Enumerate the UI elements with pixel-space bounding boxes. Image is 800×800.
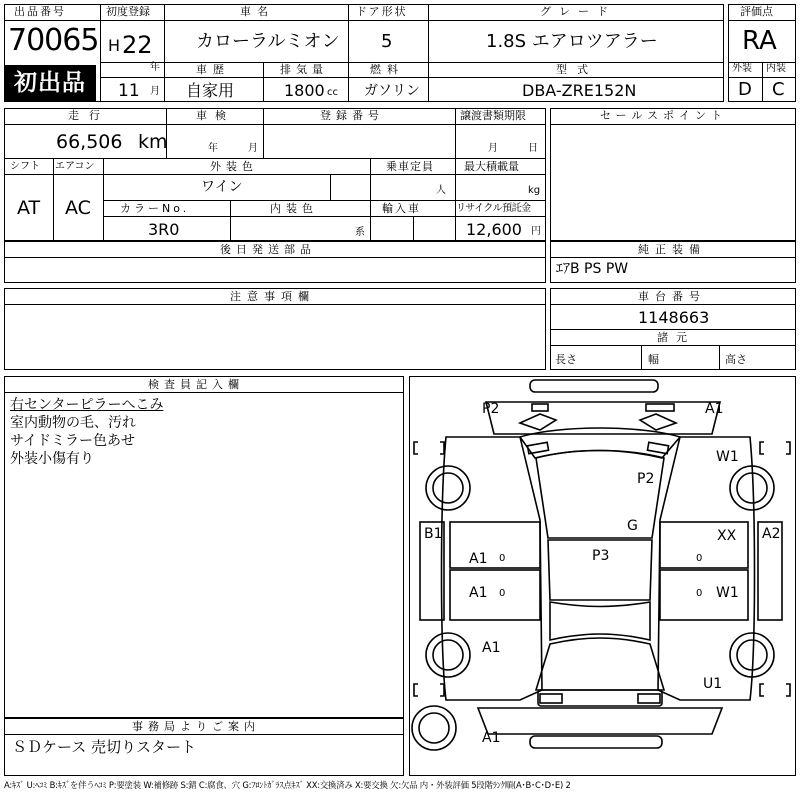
door-label: ドア形状 <box>356 5 408 18</box>
height-label: 高さ <box>725 353 747 366</box>
width-label: 幅 <box>648 353 659 366</box>
sales-point-block <box>550 108 796 241</box>
mark-a1-front-right: A1 <box>705 401 724 417</box>
inspector-note-3: サイドミラー色あせ <box>10 433 136 449</box>
exterior-score: D <box>738 79 752 100</box>
int-color-unit: 系 <box>355 227 365 238</box>
mileage-unit: km <box>138 131 168 153</box>
first-reg-label: 初度登録 <box>106 5 150 18</box>
interior-label: 内装 <box>766 63 786 74</box>
inspector-notes <box>10 396 163 468</box>
genuine-label: 純正装備 <box>638 243 706 256</box>
month-unit: 月 <box>150 86 160 97</box>
damage-legend: A:ｷｽﾞ U:ﾍｺﾐ B:ｷｽﾞを伴うﾍｺﾐ P:要塗装 W:補修跡 S:錆 C:腐食、穴 G:ﾌﾛﾝﾄｶﾞﾗｽ点ｷｽﾞ XX:交換済み X:要交換 欠:欠品 内・外装評価 5段階ﾗﾝｸ順(A･B･C･D･E) 2 <box>4 780 571 790</box>
reg-month: 11 <box>118 81 140 101</box>
shift: AT <box>17 197 41 219</box>
transfer-label: 譲渡書類期限 <box>460 109 526 122</box>
inspector-note-2: 室内動物の毛、汚れ <box>10 415 136 431</box>
color-no-label: カラーNo. <box>120 202 190 215</box>
era: H <box>108 36 121 55</box>
mark-u1: U1 <box>703 676 723 692</box>
displacement-unit: cc <box>327 87 338 98</box>
lot-no: 70065 <box>8 23 99 58</box>
door-handle-mark-3: 0 <box>696 553 703 564</box>
dims-label: 諸元 <box>657 331 695 344</box>
mark-a1-rear: A1 <box>482 730 501 746</box>
grade: 1.8S エアロツアラー <box>486 31 658 52</box>
door-type: 5 <box>381 31 393 52</box>
first-listing-badge: 初出品 <box>4 65 96 101</box>
grade-label: グレード <box>540 5 616 18</box>
door-handle-mark-4: 0 <box>696 588 703 599</box>
capacity-unit: 人 <box>436 185 446 196</box>
fuel-label: 燃料 <box>370 63 404 76</box>
mark-p2-hood: P2 <box>637 471 655 487</box>
mark-g: G <box>627 518 638 534</box>
history: 自家用 <box>186 81 235 100</box>
genuine-equipment: ｴｱB PS PW <box>556 261 629 277</box>
sales-point-label: セールスポイント <box>600 109 728 122</box>
aircon-label: エアコン <box>55 161 95 172</box>
reg-no-label: 登録番号 <box>320 109 384 122</box>
transfer-day-unit: 日 <box>528 143 538 154</box>
ext-color: ワイン <box>201 179 243 195</box>
recycle-fee: 12,600 <box>466 220 522 239</box>
mark-a2: A2 <box>762 526 781 542</box>
recycle-label: リサイクル預託金 <box>456 203 531 214</box>
inspection-month-unit: 月 <box>248 143 258 154</box>
inspector-note-1: 右センターピラーへこみ <box>10 397 164 413</box>
max-load-label: 最大積載量 <box>464 160 519 173</box>
mileage: 66,506 <box>56 131 123 153</box>
max-load-unit: kg <box>528 185 541 196</box>
mark-xx: XX <box>717 528 737 544</box>
reg-year: 22 <box>122 31 153 59</box>
inspector-note-4: 外装小傷有り <box>10 451 94 467</box>
inspection-label: 車検 <box>196 109 234 122</box>
color-no: 3R0 <box>148 220 180 239</box>
mark-p2-front-left: P2 <box>482 401 500 417</box>
ext-color-label: 外装色 <box>210 160 258 173</box>
inspection-year-unit: 年 <box>208 143 218 154</box>
transfer-month-unit: 月 <box>488 143 498 154</box>
displacement: 1800 <box>284 81 325 100</box>
door-handle-mark-1: 0 <box>499 553 506 564</box>
office-text: ＳＤケース 売切りスタート <box>12 738 197 756</box>
year-unit: 年 <box>150 62 160 73</box>
office-label: 事務局よりご案内 <box>132 720 260 733</box>
aircon: AC <box>65 197 91 219</box>
score: RA <box>742 26 777 56</box>
import-label: 輸入車 <box>382 202 421 215</box>
capacity-label: 乗車定員 <box>386 160 434 173</box>
model-label: 型式 <box>556 63 598 76</box>
caution-label: 注意事項欄 <box>230 290 315 303</box>
fuel: ガソリン <box>364 83 420 99</box>
recycle-unit: 円 <box>531 226 541 237</box>
mark-a1-left-3: A1 <box>482 640 501 656</box>
car-name-label: 車名 <box>240 5 274 18</box>
lot-no-label: 出品番号 <box>14 5 66 18</box>
model: DBA-ZRE152N <box>522 81 637 100</box>
interior-score: C <box>772 79 785 100</box>
exterior-label: 外装 <box>732 63 752 74</box>
later-parts-label: 後日発送部品 <box>220 243 316 256</box>
mark-a1-left-2: A1 <box>469 585 488 601</box>
door-handle-mark-2: 0 <box>499 588 506 599</box>
displacement-label: 排気量 <box>280 63 328 76</box>
length-label: 長さ <box>555 353 577 366</box>
chassis-label: 車台番号 <box>638 290 706 303</box>
score-label: 評価点 <box>740 5 773 18</box>
mark-b1: B1 <box>424 526 443 542</box>
int-color-label: 内装色 <box>270 202 318 215</box>
mark-p3: P3 <box>592 548 610 564</box>
mileage-label: 走行 <box>68 109 110 122</box>
chassis-no: 1148663 <box>638 308 710 327</box>
mark-w1-right-2: W1 <box>716 585 739 601</box>
car-diagram-block <box>409 376 796 776</box>
inspector-label: 検査員記入欄 <box>148 378 244 391</box>
car-name: カローラルミオン <box>196 31 340 52</box>
shift-label: シフト <box>10 161 40 172</box>
mark-w1-front-right: W1 <box>716 449 739 465</box>
history-label: 車歴 <box>196 63 230 76</box>
mark-a1-left-1: A1 <box>469 551 488 567</box>
